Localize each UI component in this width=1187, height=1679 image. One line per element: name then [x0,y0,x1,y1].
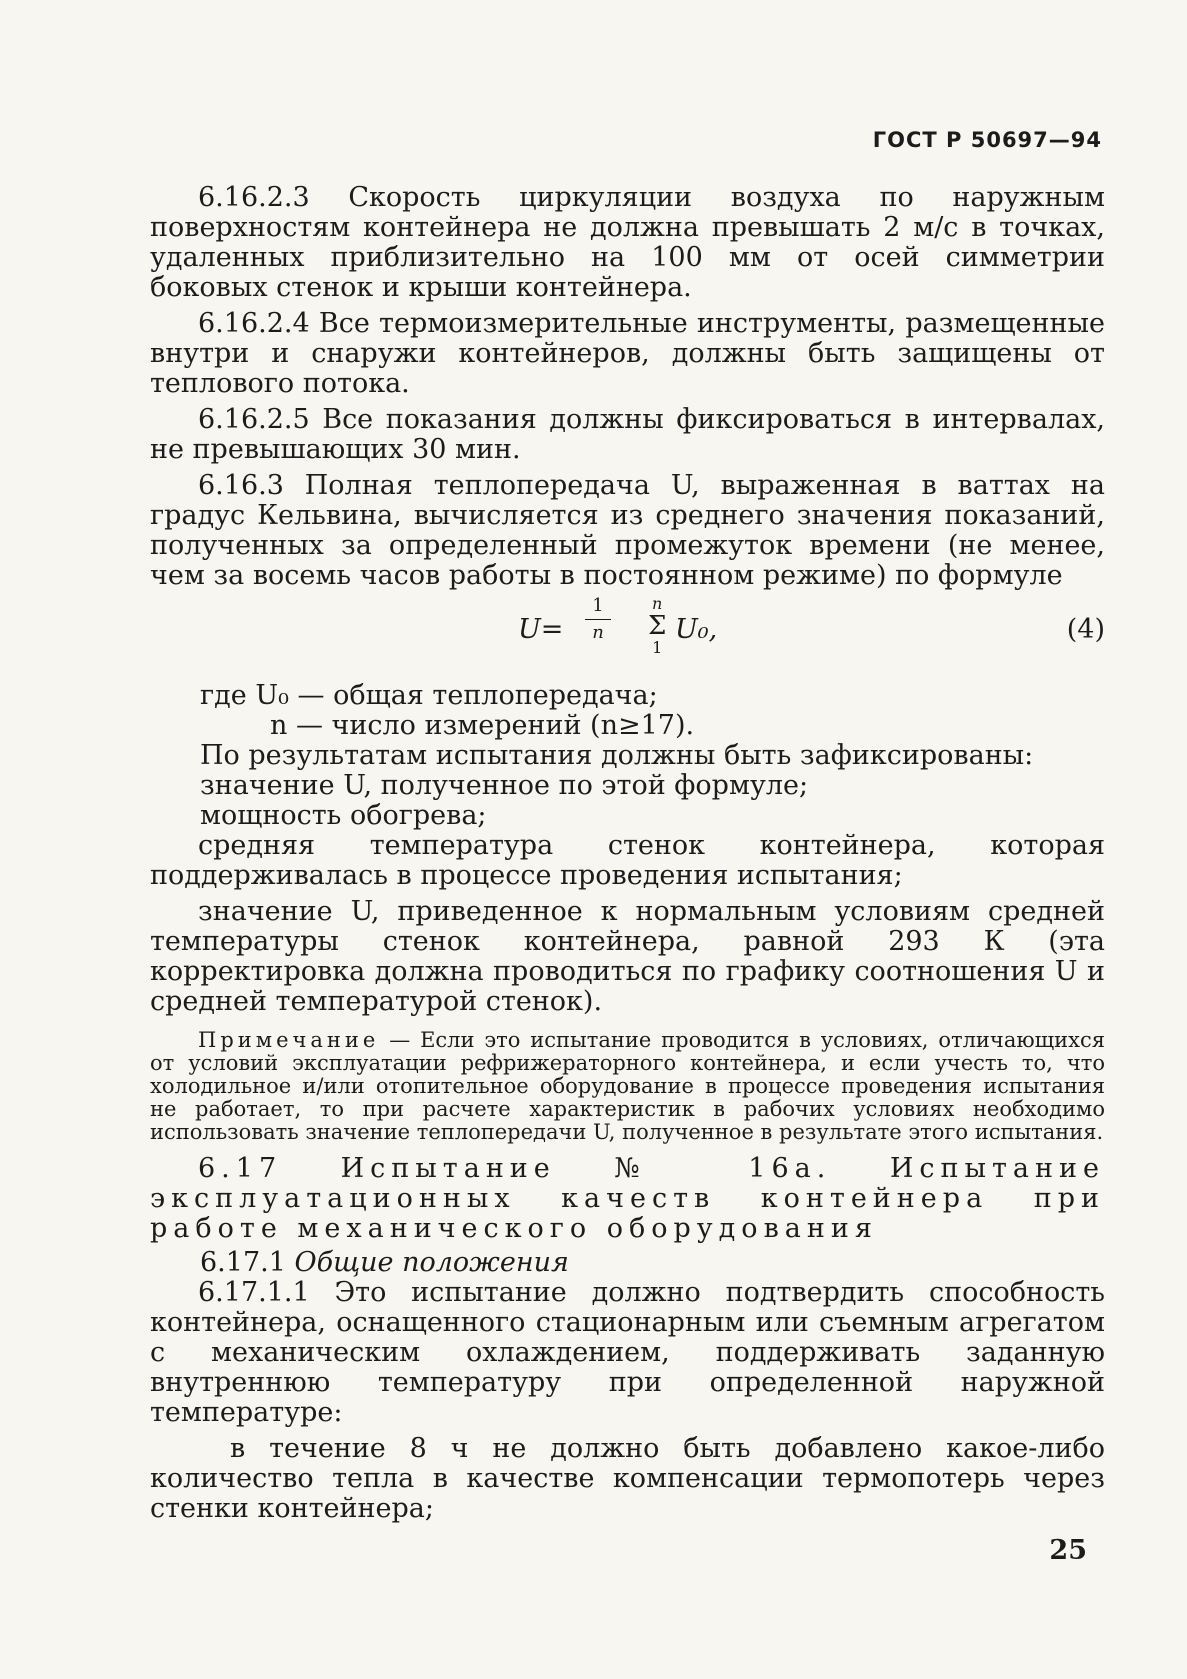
results-item-2: мощность обогрева; [200,800,487,831]
where-line-2: n — число измерений (n≥17). [270,710,695,741]
sum-lower: 1 [652,638,663,657]
where-line-1: где U₀ — общая теплопередача; [200,680,658,711]
fraction-bar [585,619,611,620]
results-item-3: средняя температура стенок контейнера, которая поддерживалась в процессе проведения испытания; [150,830,1105,891]
sum-upper: n [652,594,663,613]
paragraph-6-17-1-1: 6.17.1.1 Это испытание должно подтвердить способность контейнера, оснащенного стационарным или съемным агрегатом с механическим охлаждением, поддерживать заданную внутреннюю температуру при определенной наружной температуре: [150,1277,1105,1428]
section-6-17-heading: 6.17 Испытание № 16а. Испытание эксплуатационных качеств контейнера при работе механического оборудования [150,1153,1105,1244]
results-item-1: значение U, полученное по этой формуле; [200,770,809,801]
formula-term: U₀, [675,614,718,645]
document-header: ГОСТ Р 50697—94 [872,128,1102,152]
paragraph-6-17-item: в течение 8 ч не должно быть добавлено какое-либо количество тепла в качестве компенсации термопотерь через стенки контейнера; [150,1433,1105,1524]
subsection-title: Общие положения [294,1247,569,1278]
fraction-denominator: n [592,622,604,643]
note-text: — Если это испытание проводится в условиях, отличающихся от условий эксплуатации рефрижераторного контейнера, и если учесть то, что холодильное и/или отопительное оборудование в процессе проведения испытания не работает, то при расчете характеристик в рабочих условиях необходимо использовать значение теплопередачи U, полученное в результате этого испытания. [150,1028,1105,1144]
results-intro: По результатам испытания должны быть зафиксированы: [200,740,1034,771]
note-label: Примечание [198,1028,380,1052]
paragraph-6-16-2-5: 6.16.2.5 Все показания должны фиксироваться в интервалах, не превышающих 30 мин. [150,404,1105,465]
formula-lhs: U= [518,614,564,645]
subsection-number: 6.17.1 [200,1247,286,1278]
document-body [150,183,1105,1530]
note [150,1029,1105,1144]
page-number: 25 [1049,1535,1087,1566]
results-item-4: значение U, приведенное к нормальным условиям средней температуры стенок контейнера, равной 293 К (эта корректировка должна проводиться по графику соотношения U и средней температурой стенок). [150,896,1105,1017]
fraction-numerator: 1 [592,595,604,616]
paragraph-6-16-3: 6.16.3 Полная теплопередача U, выраженная в ваттах на градус Кельвина, вычисляется из среднего значения показаний, полученных за определенный промежуток времени (не менее, чем за восемь часов работы в постоянном режиме) по формуле [150,470,1105,591]
paragraph-6-16-2-4: 6.16.2.4 Все термоизмерительные инструменты, размещенные внутри и снаружи контейнеров, должны быть защищены от теплового потока. [150,308,1105,399]
subsection-6-17-1 [150,1248,1105,1278]
formula-4 [150,594,1105,677]
formula-sum [648,595,666,657]
formula-number: (4) [1066,614,1105,645]
sum-sign: Σ [648,611,667,641]
formula-fraction [585,597,611,642]
paragraph-6-16-2-3: 6.16.2.3 Скорость циркуляции воздуха по наружным поверхностям контейнера не должна превышать 2 м/с в точках, удаленных приблизительно на 100 мм от осей симметрии боковых стенок и крыши контейнера. [150,182,1105,303]
